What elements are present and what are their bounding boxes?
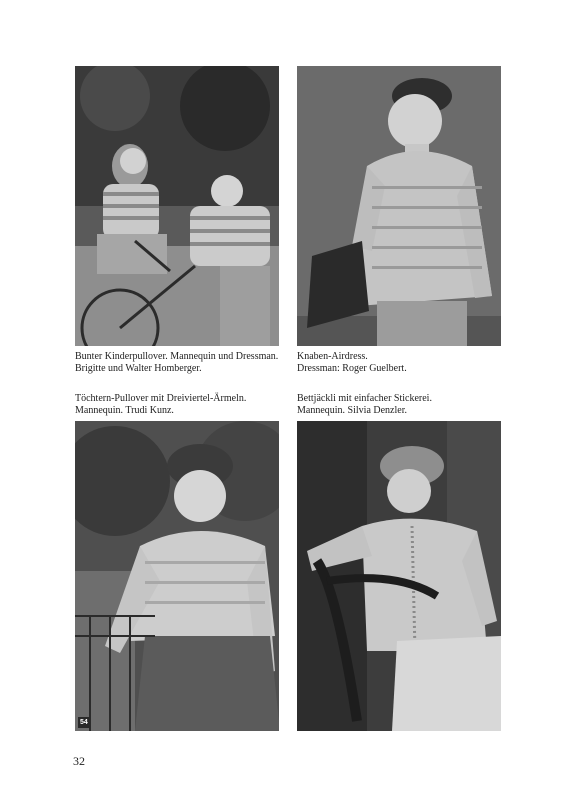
photo-boy-airdress [297,66,501,346]
caption-photo-4-line-1: Bettjäckli mit einfacher Stickerei. [297,393,432,404]
photo-boy-airdress-image [297,66,501,346]
photo-woman-bettjaeckli [297,421,501,731]
caption-photo-2 [297,351,512,375]
photo-woman-bettjaeckli-image [297,421,501,731]
caption-photo-1 [75,351,290,375]
caption-photo-3-line-2: Mannequin. Trudi Kunz. [75,405,174,416]
caption-photo-3 [75,393,290,417]
caption-photo-3-line-1: Töchtern-Pullover mit Dreiviertel-Ärmeln. [75,393,247,404]
caption-photo-2-line-2: Dressman: Roger Guelbert. [297,363,407,374]
page-number: 32 [73,754,85,768]
caption-photo-4-line-2: Mannequin. Silvia Denzler. [297,405,407,416]
caption-photo-4 [297,393,512,417]
caption-photo-1-line-2: Brigitte und Walter Homberger. [75,363,202,374]
photo-number-badge: 54 [80,719,88,726]
photo-girl-pullover-image [75,421,279,731]
photo-children-bicycle [75,66,279,346]
photo-children-bicycle-image [75,66,279,346]
caption-photo-1-line-1: Bunter Kinderpullover. Mannequin und Dressman. [75,351,279,362]
caption-photo-2-line-1: Knaben-Airdress. [297,351,368,362]
photo-girl-pullover [75,421,279,731]
